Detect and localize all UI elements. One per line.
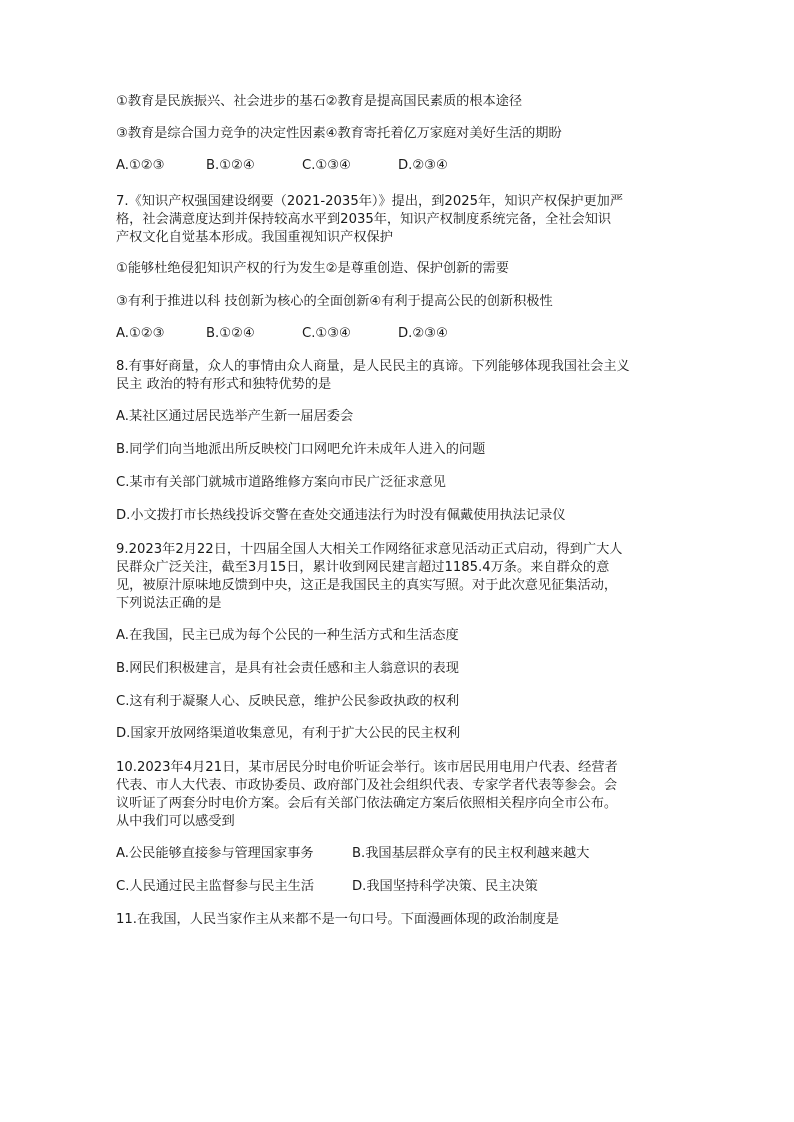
q7-stem-line-2: 格，社会满意度达到并保持较高水平到2035年，知识产权制度系统完备，全社会知识 <box>116 212 612 227</box>
q9-choice-d: D.国家开放网络渠道收集意见，有利于扩大公民的民主权利 <box>116 726 461 741</box>
q10-choice-d: D.我国坚持科学决策、民主决策 <box>352 879 538 894</box>
q8-stem-line-1: 8.有事好商量，众人的事情由众人商量，是人民民主的真谛。下列能够体现我国社会主义 <box>116 359 630 374</box>
q10-choices-row-2 <box>116 878 676 896</box>
q10-choice-a: A.公民能够直接参与管理国家事务 <box>116 846 314 861</box>
q9-choice-b: B.网民们积极建言，是具有社会责任感和主人翁意识的表现 <box>116 661 459 676</box>
q10-stem-line-4: 从中我们可以感受到 <box>116 814 235 829</box>
q9-choice-a: A.在我国，民主已成为每个公民的一种生活方式和生活态度 <box>116 628 459 643</box>
q8-stem-line-2: 民主 政治的特有形式和独特优势的是 <box>116 377 332 392</box>
q6-choice-d: D.②③④ <box>398 158 448 173</box>
q10-choices-row-1 <box>116 845 676 863</box>
q7-choice-b: B.①②④ <box>206 326 255 341</box>
q6-choice-b: B.①②④ <box>206 158 255 173</box>
q6-choice-c: C.①③④ <box>302 158 351 173</box>
q10-choice-b: B.我国基层群众享有的民主权利越来越大 <box>352 846 590 861</box>
q7-stem-line-1: 7.《知识产权强国建设纲要（2021-2035年）》提出，到2025年，知识产权保护更加严 <box>116 194 624 209</box>
q9-stem-line-4: 下列说法正确的是 <box>116 596 222 611</box>
q6-choices <box>116 157 676 175</box>
q7-choice-d: D.②③④ <box>398 326 448 341</box>
q10-choice-c: C.人民通过民主监督参与民主生活 <box>116 879 315 894</box>
q7-statement-3-4: ③有利于推进以科 技创新为核心的全面创新④有利于提高公民的创新积极性 <box>116 294 553 309</box>
q7-choice-c: C.①③④ <box>302 326 351 341</box>
q6-statement-3-4: ③教育是综合国力竞争的决定性因素④教育寄托着亿万家庭对美好生活的期盼 <box>116 126 562 141</box>
q9-stem-line-1: 9.2023年2月22日，十四届全国人大相关工作网络征求意见活动正式启动，得到广大人 <box>116 542 623 557</box>
q6-statement-1-2: ①教育是民族振兴、社会进步的基石②教育是提高国民素质的根本途径 <box>116 94 523 109</box>
q6-choice-a: A.①②③ <box>116 158 165 173</box>
q11-stem: 11.在我国，人民当家作主从来都不是一句口号。下面漫画体现的政治制度是 <box>116 912 559 927</box>
q7-choice-a: A.①②③ <box>116 326 165 341</box>
q8-choice-d: D.小文拨打市长热线投诉交警在查处交通违法行为时没有佩戴使用执法记录仪 <box>116 508 566 523</box>
q7-statement-1-2: ①能够杜绝侵犯知识产权的行为发生②是尊重创造、保护创新的需要 <box>116 261 509 276</box>
q9-stem-line-3: 见，被原汁原味地反馈到中央，这正是我国民主的真实写照。对于此次意见征集活动， <box>116 578 618 593</box>
q8-choice-c: C.某市有关部门就城市道路维修方案向市民广泛征求意见 <box>116 475 446 490</box>
q10-stem-line-3: 议听证了两套分时电价方案。会后有关部门依法确定方案后依照相关程序向全市公布。 <box>116 796 618 811</box>
q9-choice-c: C.这有利于凝聚人心、反映民意，维护公民参政执政的权利 <box>116 694 460 709</box>
q10-stem-line-1: 10.2023年4月21日，某市居民分时电价听证会举行。该市居民用电用户代表、经营者 <box>116 760 618 775</box>
q7-choices <box>116 325 676 343</box>
q9-stem-line-2: 民群众广泛关注，截至3月15日，累计收到网民建言超过1185.4万条。来自群众的意 <box>116 560 610 575</box>
q7-stem-line-3: 产权文化自觉基本形成。我国重视知识产权保护 <box>116 230 393 245</box>
q10-stem-line-2: 代表、市人大代表、市政协委员、政府部门及社会组织代表、专家学者代表等参会。会 <box>116 778 618 793</box>
q8-choice-a: A.某社区通过居民选举产生新一届居委会 <box>116 409 354 424</box>
q8-choice-b: B.同学们向当地派出所反映校门口网吧允许未成年人进入的问题 <box>116 442 486 457</box>
